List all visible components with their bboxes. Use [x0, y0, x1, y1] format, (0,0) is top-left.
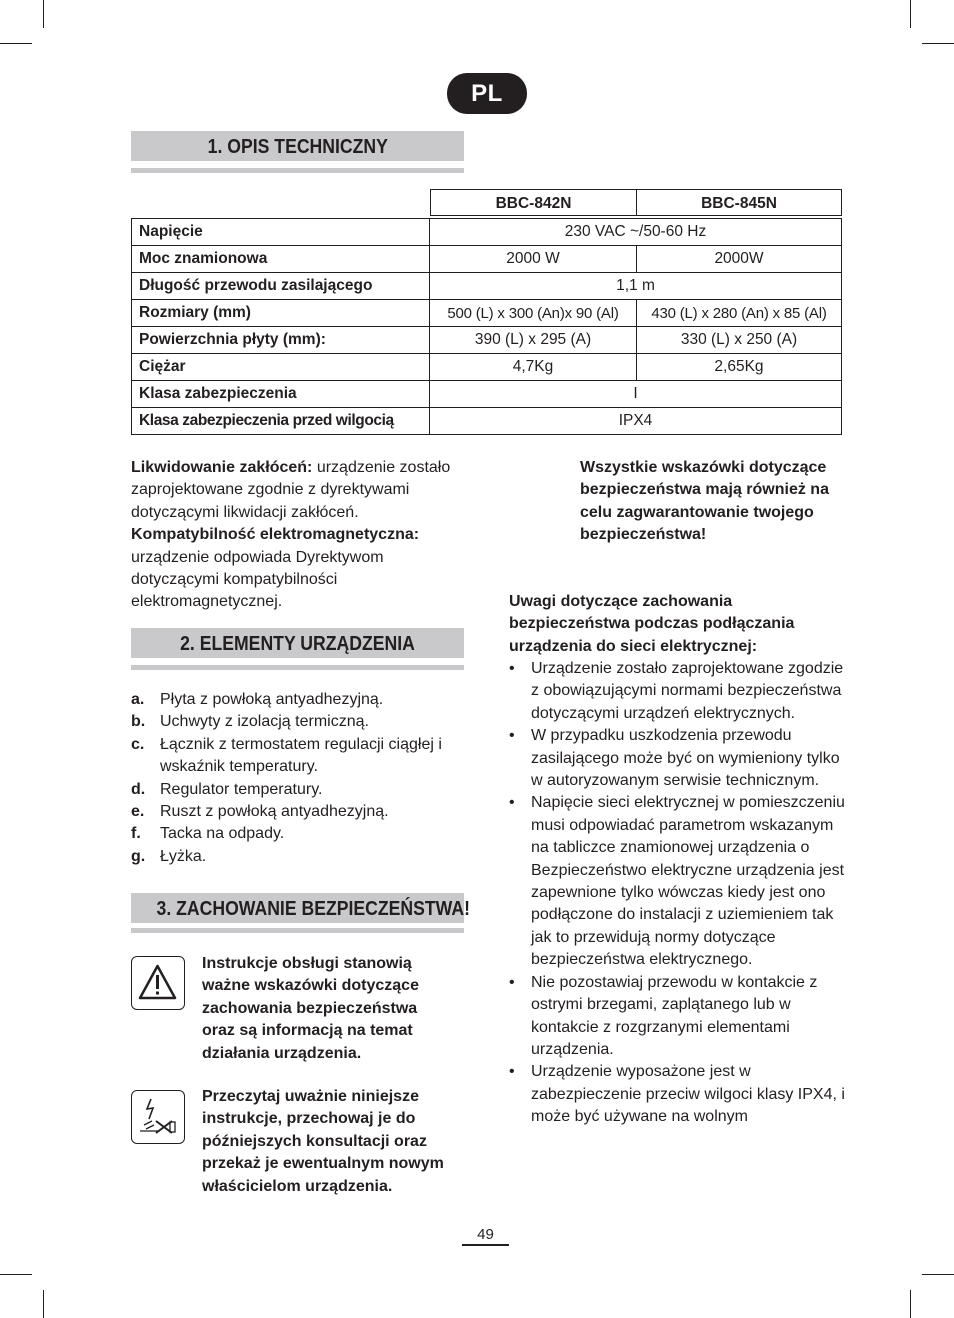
emc-text: urządzenie odpowiada Dyrektywom dotyczącymi kompatybilności elektromagnetycznej.	[131, 548, 384, 611]
table-row	[132, 354, 842, 381]
crop-mark	[922, 1274, 954, 1275]
row-value: 500 (L) x 300 (An)x 90 (Al)	[430, 300, 637, 327]
item-mark: b.	[131, 713, 146, 731]
safety-intro: Wszystkie wskazówki dotyczące bezpieczeństwa mają również na celu zagwarantowanie twojego bezpieczeństwa!	[580, 459, 829, 544]
table-row	[132, 273, 842, 300]
list-item	[131, 711, 466, 733]
row-label: Klasa zabezpieczenia przed wilgocią	[132, 408, 430, 435]
item-mark: d.	[131, 780, 146, 798]
bullet-text: Nie pozostawiaj przewodu w kontakcie z ostrymi brzegami, zaplątanego lub w kontakcie z rozgrzanymi elementami urządzenia.	[531, 973, 818, 1058]
list-item: • Napięcie sieci elektrycznej w pomieszczeniu musi odpowiadać parametrom wskazanym na tabliczce znamionowej urządzenia o Bezpieczeństwo elektryczne urządzenia jest zapewnione tylko wówczas kiedy jest ono podłączone do instalacji z uziemieniem tak jak to przewidują normy dotyczące bezpieczeństwa elektrycznego.	[509, 794, 845, 969]
row-value: 390 (L) x 295 (A)	[430, 327, 637, 354]
row-label: Długość przewodu zasilającego	[132, 273, 430, 300]
warning-triangle-icon	[131, 956, 185, 1010]
row-value: 330 (L) x 250 (A)	[637, 327, 842, 354]
table-row	[132, 408, 842, 435]
table-row	[132, 327, 842, 354]
warning-text-2: Przeczytaj uważnie niniejsze instrukcje, przechowaj je do późniejszych konsultacji oraz przekaż je ewentualnym nowym właścicielom urządzenia.	[202, 1088, 444, 1195]
row-value: 430 (L) x 280 (An) x 85 (Al)	[637, 300, 842, 327]
item-text: Płyta z powłoką antyadhezyjną.	[160, 691, 384, 708]
row-label: Ciężar	[132, 354, 430, 381]
list-item: • W przypadku uszkodzenia przewodu zasilającego może być on wymieniony tylko w autoryzowanym serwisie technicznym.	[509, 727, 840, 790]
item-text: Regulator temperatury.	[160, 780, 323, 798]
section-3-title: 3. ZACHOWANIE BEZPIECZEŃSTWA!	[156, 897, 470, 920]
section-3-heading	[131, 893, 470, 923]
warning-text-1: Instrukcje obsługi stanowią ważne wskazówki dotyczące zachowania bezpieczeństwa oraz są informacją na temat działania urządzenia.	[202, 955, 419, 1062]
item-mark: e.	[131, 803, 145, 821]
row-value: 1,1 m	[430, 273, 842, 300]
item-mark: c.	[131, 735, 145, 753]
row-value: 230 VAC ~/50-60 Hz	[430, 219, 842, 246]
row-value: 2,65Kg	[637, 354, 842, 381]
item-mark: g.	[131, 847, 146, 865]
interference-title: Likwidowanie zakłóceń:	[131, 459, 313, 476]
table-row	[132, 300, 842, 327]
table-row	[132, 246, 842, 273]
item-text: Uchwyty z izolacją termiczną.	[160, 713, 369, 731]
row-label: Klasa zabezpieczenia	[132, 381, 430, 408]
model-header-1: BBC-842N	[430, 189, 637, 216]
row-label: Powierzchnia płyty (mm):	[132, 327, 430, 354]
item-text: Łyżka.	[160, 847, 207, 865]
bullet-text: W przypadku uszkodzenia przewodu zasilającego może być on wymieniony tylko w autoryzowanym serwisie technicznym.	[531, 727, 840, 790]
item-mark: a.	[131, 691, 145, 708]
crop-mark	[43, 1290, 44, 1318]
row-label: Napięcie	[132, 219, 430, 246]
table-row	[132, 219, 842, 246]
row-value: 2000 W	[430, 246, 637, 273]
list-item: • Urządzenie zostało zaprojektowane zgodzie z obowiązującymi normami bezpieczeństwa dotyczącymi urządzeń elektrycznych.	[509, 660, 844, 722]
electrical-safety-heading: Uwagi dotyczące zachowania bezpieczeństwa podczas podłączania urządzenia do sieci elektrycznej:	[509, 593, 795, 655]
list-item	[131, 689, 466, 711]
list-item	[131, 823, 466, 845]
section-1-heading	[131, 131, 464, 161]
read-manual-icon	[131, 1090, 185, 1144]
page-number: 49	[477, 1226, 494, 1243]
item-text: Tacka na odpady.	[160, 825, 285, 843]
crop-mark	[922, 43, 954, 44]
list-item	[131, 846, 466, 868]
crop-mark	[910, 1290, 911, 1318]
list-item: • Urządzenie wyposażone jest w zabezpieczenie przeciw wilgoci klasy IPX4, i może być używane na wolnym	[509, 1063, 845, 1126]
item-text: Ruszt z powłoką antyadhezyjną.	[160, 803, 389, 821]
section-1-title: 1. OPIS TECHNICZNY	[207, 135, 388, 158]
spec-table	[131, 218, 842, 435]
bullet-text: Urządzenie zostało zaprojektowane zgodzie z obowiązującymi normami bezpieczeństwa dotyczącymi urządzeń elektrycznych.	[531, 660, 844, 722]
safety-bullet-list	[509, 658, 849, 1129]
crop-mark	[910, 0, 911, 28]
language-badge: PL	[447, 73, 527, 114]
interference-text: urządzenie zostało zaprojektowane zgodnie z dyrektywami dotyczącymi likwidacji zakłóceń.	[131, 459, 451, 521]
section-2-heading	[131, 628, 464, 658]
section-2-title: 2. ELEMENTY URZĄDZENIA	[180, 632, 415, 655]
model-header-2: BBC-845N	[636, 189, 842, 216]
list-item	[131, 779, 466, 801]
row-label: Moc znamionowa	[132, 246, 430, 273]
list-item	[131, 801, 466, 823]
parts-list	[131, 689, 466, 868]
bullet-text: Napięcie sieci elektrycznej w pomieszczeniu musi odpowiadać parametrom wskazanym na tabliczce znamionowej urządzenia o Bezpieczeństwo elektryczne urządzenia jest zapewnione tylko wówczas kiedy jest ono podłączone do instalacji z uziemieniem tak jak to przewidują normy dotyczące bezpieczeństwa elektrycznego.	[531, 794, 845, 969]
list-item	[131, 734, 466, 779]
section-rule	[131, 168, 464, 173]
page-number-rule	[462, 1244, 509, 1246]
row-value: IPX4	[430, 408, 842, 435]
emc-title: Kompatybilność elektromagnetyczna:	[131, 526, 420, 544]
row-value: 2000W	[637, 246, 842, 273]
row-value: 4,7Kg	[430, 354, 637, 381]
item-text: Łącznik z termostatem regulacji ciągłej i wskaźnik temperatury.	[160, 735, 442, 776]
table-row	[132, 381, 842, 408]
crop-mark	[0, 43, 32, 44]
list-item: • Nie pozostawiaj przewodu w kontakcie z ostrymi brzegami, zaplątanego lub w kontakcie z rozgrzanymi elementami urządzenia.	[509, 973, 818, 1058]
section-rule	[131, 928, 464, 933]
crop-mark	[0, 1274, 32, 1275]
section-rule	[131, 665, 464, 670]
item-mark: f.	[131, 825, 141, 843]
row-value: I	[430, 381, 842, 408]
crop-mark	[43, 0, 44, 28]
row-label: Rozmiary (mm)	[132, 300, 430, 327]
interference-paragraph	[131, 457, 466, 614]
bullet-text: Urządzenie wyposażone jest w zabezpieczenie przeciw wilgoci klasy IPX4, i może być używane na wolnym	[531, 1063, 845, 1126]
